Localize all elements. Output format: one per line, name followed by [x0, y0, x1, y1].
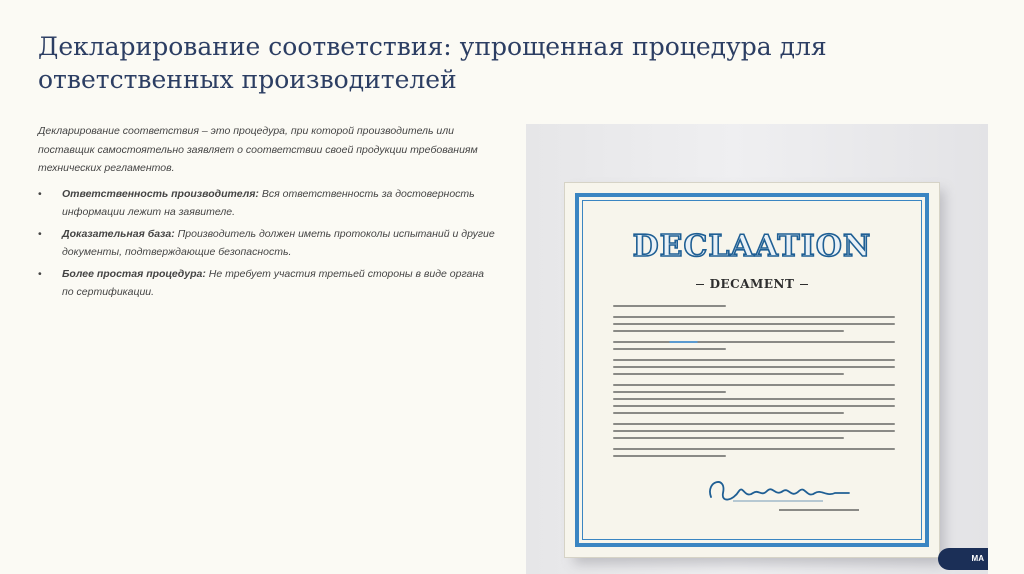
text-line: [613, 423, 895, 425]
bullet-text: Производитель должен иметь протоколы испытаний и другие документы, подтверждающие безопасность.: [62, 227, 495, 258]
declaration-document: [564, 182, 940, 558]
text-line: [613, 391, 726, 393]
text-line: [613, 430, 895, 432]
text-line: [613, 455, 726, 457]
bullet-text: Вся ответственность за достоверность информации лежит на заявителе.: [62, 187, 475, 218]
signature: [703, 471, 853, 511]
text-line: [613, 366, 895, 368]
signature-caption: [779, 509, 859, 511]
bullet-text: Не требует участия третьей стороны в виде органа по сертификации.: [62, 267, 484, 298]
text-line: [613, 341, 895, 343]
slide-content: [38, 122, 498, 305]
text-line: [613, 405, 895, 407]
bullet-item: [38, 185, 498, 222]
text-line: [613, 437, 844, 439]
bullet-dot: •: [38, 267, 42, 280]
document-heading: DECLAATION: [632, 229, 872, 264]
bullet-item: [38, 225, 498, 262]
intro-paragraph: Декларирование соответствия – это процедура, при которой производитель или поставщик самостоятельно заявляет о соответствии своей продукции требованиям технических регламентов.: [38, 125, 478, 174]
bullet-item: [38, 265, 498, 302]
text-line: [613, 398, 895, 400]
bullet-dot: •: [38, 187, 42, 200]
document-subheading: DECAMENT: [565, 277, 939, 291]
bullet-dot: •: [38, 227, 42, 240]
document-body-text: [613, 305, 895, 465]
declaration-illustration: [526, 124, 988, 574]
bullet-list: [38, 185, 498, 302]
text-line: [613, 305, 726, 307]
text-line: [613, 316, 895, 318]
text-line: [613, 373, 844, 375]
bullet-term: Ответственность производителя:: [62, 187, 259, 200]
bullet-term: Доказательная база:: [62, 227, 175, 240]
text-line: [613, 384, 895, 386]
bullet-term: Более простая процедура:: [62, 267, 206, 280]
slide-title: Декларирование соответствия: упрощенная процедура для ответственных производителей: [38, 32, 827, 94]
text-line: [613, 359, 895, 361]
text-line: [613, 448, 895, 450]
text-line: [613, 330, 844, 332]
text-line: [613, 323, 895, 325]
text-line: [613, 348, 726, 350]
brand-logo: MA: [938, 548, 988, 570]
text-line: [613, 412, 844, 414]
